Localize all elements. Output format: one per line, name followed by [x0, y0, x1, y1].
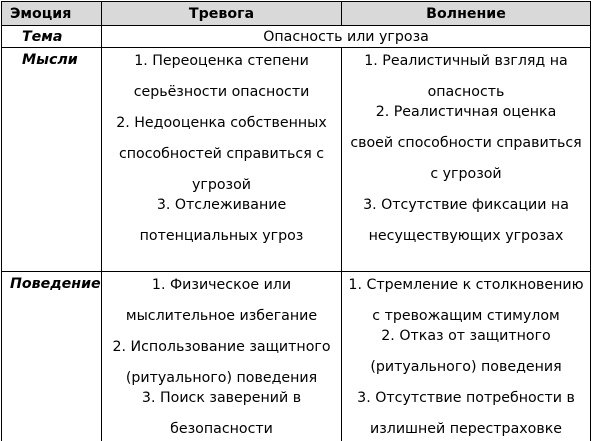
- thoughts-excitement-line: 2. Реалистичная оценка: [346, 102, 586, 122]
- theme-label: Тема: [2, 26, 102, 48]
- thoughts-anxiety-line: 2. Недооценка собственных: [106, 113, 337, 133]
- thoughts-excitement-cell: [342, 48, 591, 272]
- behavior-anxiety-line: 2. Использование защитного: [106, 337, 337, 357]
- thoughts-excitement-line: 1. Реалистичный взгляд на: [346, 51, 586, 71]
- behavior-label: Поведение: [2, 272, 102, 441]
- thoughts-row: [2, 48, 591, 272]
- thoughts-anxiety-line: угрозой: [106, 175, 337, 195]
- behavior-excitement-line: 1. Стремление к столкновению: [346, 275, 586, 295]
- behavior-excitement-line: с тревожащим стимулом: [346, 306, 586, 326]
- theme-row: [2, 26, 591, 48]
- header-excitement: Волнение: [342, 2, 591, 26]
- header-emotion: Эмоция: [2, 2, 102, 26]
- thoughts-anxiety-cell: [102, 48, 342, 272]
- emotions-comparison-table: [1, 1, 591, 441]
- thoughts-excitement-line: опасность: [346, 82, 586, 102]
- behavior-anxiety-line: мыслительное избегание: [106, 306, 337, 326]
- behavior-anxiety-cell: [102, 272, 342, 441]
- theme-value: Опасность или угроза: [102, 26, 591, 48]
- header-row: [2, 2, 591, 26]
- behavior-anxiety-line: безопасности: [106, 419, 337, 439]
- thoughts-excitement-line: своей способности справиться: [346, 133, 586, 153]
- thoughts-anxiety-line: 3. Отслеживание: [106, 195, 337, 215]
- thoughts-anxiety-line: потенциальных угроз: [106, 226, 337, 246]
- thoughts-anxiety-line: 1. Переоценка степени: [106, 51, 337, 71]
- behavior-excitement-line: излишней перестраховке: [346, 419, 586, 439]
- thoughts-label: Мысли: [2, 48, 102, 272]
- thoughts-excitement-line: с угрозой: [346, 164, 586, 184]
- header-anxiety: Тревога: [102, 2, 342, 26]
- behavior-excitement-line: 3. Отсутствие потребности в: [346, 388, 586, 408]
- behavior-excitement-line: 2. Отказ от защитного: [346, 326, 586, 346]
- behavior-anxiety-line: 3. Поиск заверений в: [106, 388, 337, 408]
- behavior-anxiety-line: (ритуального) поведения: [106, 368, 337, 388]
- thoughts-anxiety-line: серьёзности опасности: [106, 82, 337, 102]
- behavior-anxiety-line: 1. Физическое или: [106, 275, 337, 295]
- behavior-excitement-cell: [342, 272, 591, 441]
- behavior-excitement-line: (ритуального) поведения: [346, 357, 586, 377]
- behavior-row: [2, 272, 591, 441]
- thoughts-excitement-line: несуществующих угрозах: [346, 226, 586, 246]
- thoughts-excitement-line: 3. Отсутствие фиксации на: [346, 195, 586, 215]
- thoughts-anxiety-line: способностей справиться с: [106, 144, 337, 164]
